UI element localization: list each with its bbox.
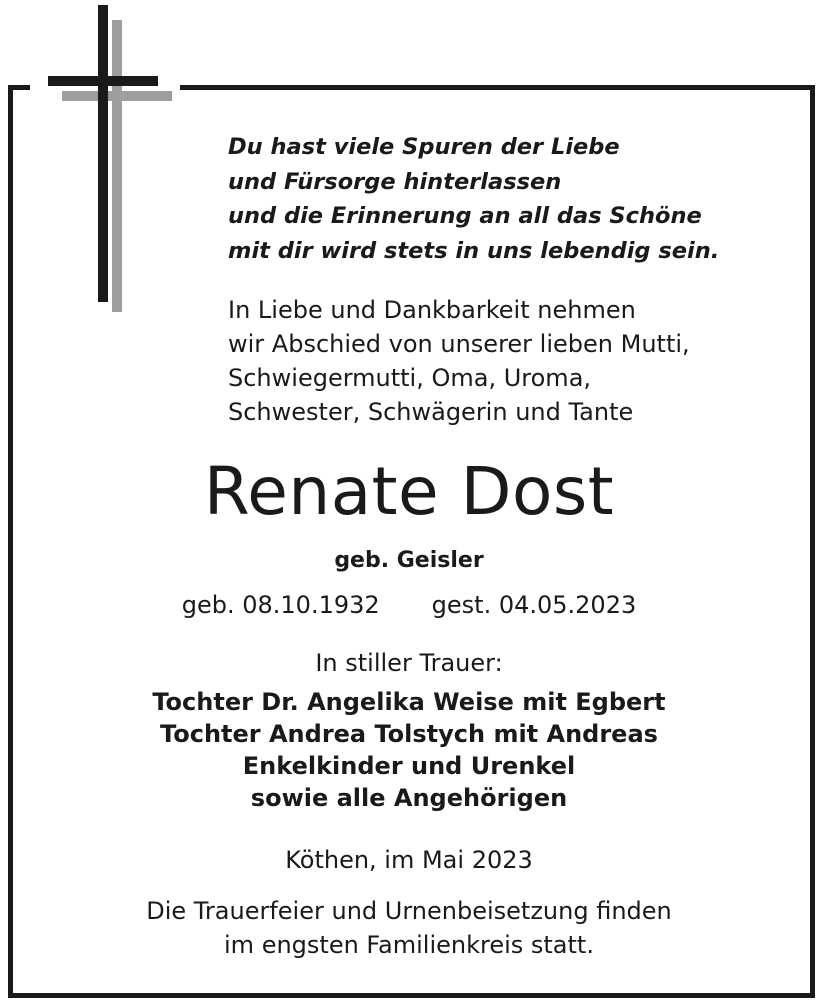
poem-line: und Fürsorge hinterlassen xyxy=(228,168,562,195)
funeral-note-line: Die Trauerfeier und Urnenbeisetzung finden xyxy=(146,897,672,925)
intro-line: Schwiegermutti, Oma, Uroma, xyxy=(228,364,592,392)
death-date: gest. 04.05.2023 xyxy=(431,591,637,619)
mourner: Enkelkinder und Urenkel xyxy=(242,752,576,780)
cross-horizontal xyxy=(48,76,158,86)
intro-line: Schwester, Schwägerin und Tante xyxy=(228,398,634,426)
poem-line: und die Erinnerung an all das Schöne xyxy=(228,203,702,229)
maiden-name: geb. Geisler xyxy=(334,548,484,573)
mourner: Tochter Dr. Angelika Weise mit Egbert xyxy=(152,688,666,716)
mourning-label: In stiller Trauer: xyxy=(315,649,503,677)
poem-line: Du hast viele Spuren der Liebe xyxy=(228,134,620,160)
poem-line: mit dir wird stets in uns lebendig sein. xyxy=(228,237,720,264)
poem xyxy=(228,130,788,268)
funeral-note-line: im engsten Familienkreis statt. xyxy=(224,931,594,959)
intro-line: wir Abschied von unserer lieben Mutti, xyxy=(228,330,690,358)
funeral-note xyxy=(0,894,818,962)
birth-date: geb. 08.10.1932 xyxy=(181,591,380,619)
intro-line: In Liebe und Dankbarkeit nehmen xyxy=(228,296,636,324)
cross-vertical xyxy=(98,5,108,302)
cross-icon xyxy=(40,5,180,315)
mourners-list xyxy=(0,686,818,814)
life-dates xyxy=(0,588,818,622)
place-date: Köthen, im Mai 2023 xyxy=(285,846,533,874)
cross-shadow-vertical xyxy=(112,20,122,312)
cross-shadow-horizontal xyxy=(62,91,172,101)
mourner: Tochter Andrea Tolstych mit Andreas xyxy=(160,720,658,748)
deceased-name: Renate Dost xyxy=(203,453,615,530)
intro-text xyxy=(228,293,798,429)
mourner: sowie alle Angehörigen xyxy=(250,784,568,812)
